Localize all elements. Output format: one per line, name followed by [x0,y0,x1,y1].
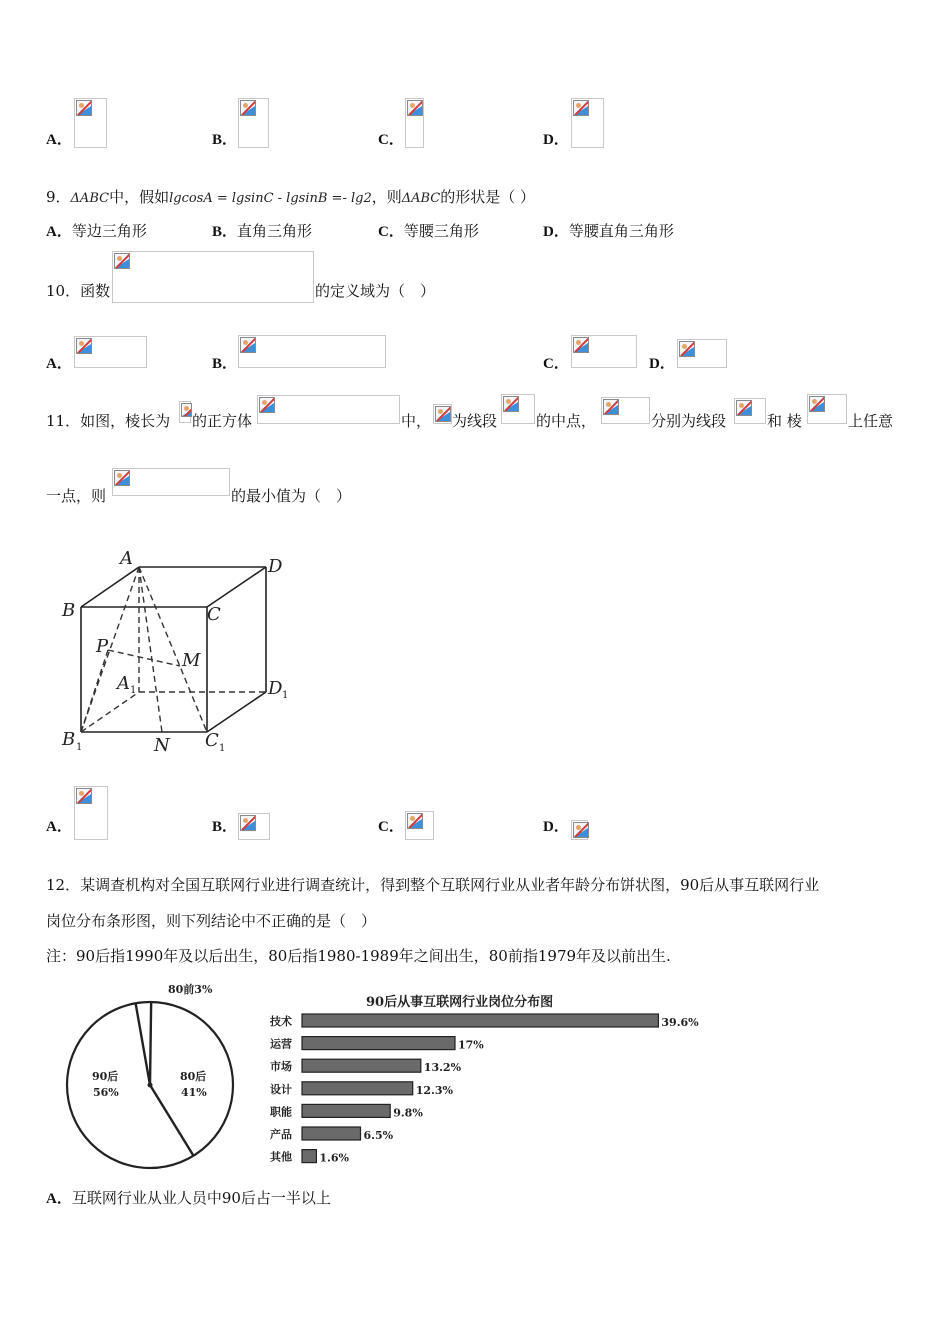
bar [302,1104,390,1117]
q11-option-c-label: C． [378,819,404,835]
q8-option-c-image [405,98,424,148]
broken-image-icon [407,813,423,829]
q11-option-a-label: A． [46,819,72,835]
dashed-an [139,567,162,732]
bar-value-label: 9.8% [393,1106,423,1120]
q11-option-b-label: B． [212,819,238,835]
bar-value-label: 1.6% [319,1151,349,1165]
q10-suffix: 的定义域为（ ） [315,282,436,300]
q12-option-a-label: A． [46,1191,72,1207]
q10-option-c-image [571,335,637,368]
label-m: M [182,650,201,671]
bar-category-label: 技术 [270,1015,292,1028]
label-c: C [207,604,221,625]
label-a1: A [117,673,130,694]
q9-option-c [378,220,479,241]
q11-t1 [46,410,170,431]
bar [302,1059,421,1072]
q9-option-d-text: 等腰直角三角形 [568,222,674,240]
pie-slice-boundary-2 [150,1002,151,1085]
broken-image-icon [240,100,256,116]
q11-text-1: 如图，棱长为 [80,412,171,430]
q9-option-b [212,220,312,241]
edge-cd [207,567,266,607]
label-n: N [154,735,170,756]
q9-math-equation: lgcosA = lgsinC - lgsinB =- lg2 [169,191,372,206]
bar-value-label: 13.2% [423,1061,462,1075]
bar-value-label: 39.6% [661,1016,699,1029]
bar-value-label: 12.3% [415,1083,453,1097]
q12-number: 12． [46,876,81,894]
q8-option-b-image [238,98,269,148]
q11-t2: 的正方体 [192,412,253,430]
q11-img-point-m [433,404,452,424]
broken-image-icon [240,815,256,831]
q8-option-c-label: C． [378,132,404,148]
pie-label-90-name: 90后 [92,1070,119,1083]
pie-label-80-name: 80后 [180,1070,207,1083]
q9-math-triangle: ΔABC [70,191,110,206]
q11-t6: 分别为线段 [651,412,727,430]
label-b1: B [62,729,76,750]
q9-option-d [543,220,674,241]
broken-image-icon [240,337,256,353]
edge-ba [81,567,139,607]
q11-t4: 为线段 [452,412,498,430]
bar-category-label: 职能 [270,1105,292,1119]
q12-option-a [46,1187,331,1208]
q10-text-prefix: 函数 [80,282,111,300]
broken-image-icon [503,396,519,412]
pie-label-80-pct: 41% [181,1086,207,1099]
broken-image-icon [809,396,825,412]
bar-category-label: 其他 [270,1150,292,1164]
broken-image-icon [679,341,695,357]
q8-option-d-label: D． [543,132,569,148]
q10-option-d-image [677,339,727,368]
sub-a1: 1 [130,685,137,696]
q11-option-a-image [74,786,108,840]
q10-function-image [112,251,314,303]
broken-image-icon [573,100,589,116]
bar-value-label: 6.5% [363,1129,394,1142]
pie-center [148,1083,153,1088]
q11-img-segment-2 [734,398,766,424]
edge-c1d1 [207,692,266,732]
sub-b1: 1 [76,742,83,753]
broken-image-icon [76,338,92,354]
bar-category-label: 运营 [270,1037,292,1051]
sub-c1: 1 [219,743,226,754]
q11-option-d-label: D． [543,819,569,835]
bar [302,1082,413,1095]
label-b: B [62,600,76,621]
q9-text-end: 的形状是（ ） [440,188,536,206]
q9-number: 9． [46,188,71,206]
q12-line-1-text: 某调查机构对全国互联网行业进行调查统计，得到整个互联网行业从业者年龄分布饼状图，90后从事互联网行业 [80,876,820,894]
q11-t7: 和 棱 [767,412,802,430]
bar-value-label: 17% [458,1038,484,1052]
q8-option-d-image [571,98,604,148]
broken-image-icon [76,100,92,116]
q12-line-1 [46,874,819,895]
q9-option-b-text: 直角三角形 [237,222,313,240]
bar [302,1150,316,1163]
q9-option-a-label: A． [46,224,72,240]
label-c1: C [205,730,219,751]
q11-t10: 的最小值为（ ） [231,487,352,505]
bar-category-label: 设计 [270,1082,292,1096]
q10-prefix [46,280,110,301]
q11-option-b-image [238,813,270,840]
bar [302,1127,361,1140]
broken-image-icon [603,399,619,415]
broken-image-icon [114,253,130,269]
sub-d1: 1 [282,690,289,701]
broken-image-icon [407,100,423,116]
job-bar-chart [262,988,722,1176]
bar-chart-title: 90后从事互联网行业岗位分布图 [366,995,554,1010]
q9-option-c-label: C． [378,224,404,240]
dashed-pb1 [81,650,108,732]
q11-option-d-image [571,820,588,840]
q10-option-b-image [238,335,386,368]
q11-t5: 的中点， [536,412,597,430]
label-p: P [96,636,109,657]
bar-category-label: 市场 [270,1060,292,1074]
q11-t8: 上任意 [848,412,894,430]
broken-image-icon [76,788,92,804]
broken-image-icon [259,397,275,413]
q8-option-a-image [74,98,107,148]
bar [302,1037,455,1050]
q10-option-b-label: B． [212,356,238,372]
q11-number: 11． [46,412,81,430]
q12-line-2: 岗位分布条形图，则下列结论中不正确的是（ ） [46,912,377,930]
pie-label-90-pct: 56% [93,1086,119,1099]
q11-cube-figure [50,540,310,760]
broken-image-icon [736,400,752,416]
broken-image-icon [114,470,130,486]
q10-option-d-label: D． [649,356,675,372]
q11-img-edge-length [179,401,191,423]
q8-option-a-label: A． [46,132,72,148]
q11-img-edge [807,394,847,424]
q9-option-a [46,220,147,241]
age-pie-chart [60,980,260,1180]
label-a: A [120,548,133,569]
hidden-edge-b1a1 [81,692,139,732]
q9-text-mid: 中，假如 [109,188,170,206]
q12-option-a-text: 互联网行业从业人员中90后占一半以上 [71,1189,331,1207]
q12-note: 注：90后指1990年及以后出生，80后指1980-1989年之间出生，80前指1979年及以前出生. [46,947,671,965]
q8-option-b-label: B． [212,132,238,148]
label-d: D [268,556,283,577]
broken-image-icon [435,406,451,422]
broken-image-icon [181,403,192,417]
q9-option-d-label: D． [543,224,569,240]
q9-text-then: ，则 [371,188,402,206]
q11-img-cube [257,395,400,424]
q11-t3: 中， [401,412,432,430]
bar [302,1014,658,1027]
q9-math-triangle-2: ΔABC [401,191,441,206]
q11-img-expression [112,468,230,496]
q11-option-c-image [405,811,434,840]
broken-image-icon [573,822,589,838]
q10-option-c-label: C． [543,356,569,372]
q10-option-a-label: A． [46,356,72,372]
q10-option-a-image [74,336,147,368]
q9-stem [46,186,535,207]
pie-label-80q: 80前3% [168,983,213,996]
q10-number: 10． [46,282,81,300]
bar-category-label: 产品 [270,1128,292,1141]
q9-option-c-text: 等腰三角形 [403,222,479,240]
q11-img-segment [501,394,535,424]
dashed-pm [108,650,180,666]
q11-t9: 一点，则 [46,487,107,505]
q11-img-points-pn [601,397,650,424]
q9-option-b-label: B． [212,224,238,240]
label-d1: D [268,678,283,699]
broken-image-icon [573,337,589,353]
q9-option-a-text: 等边三角形 [71,222,147,240]
